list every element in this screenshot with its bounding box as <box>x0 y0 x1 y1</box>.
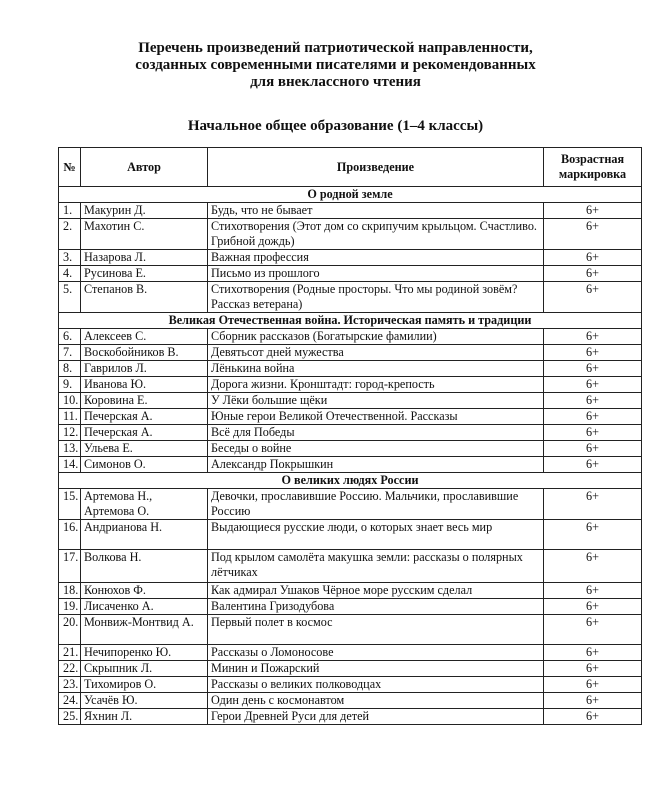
row-author: Печерская А. <box>81 425 208 441</box>
section-title: О родной земле <box>59 187 642 203</box>
document-title <box>0 40 671 91</box>
row-number: 9. <box>59 377 81 393</box>
table-row <box>59 266 642 282</box>
row-author: Андрианова Н. <box>81 520 208 550</box>
works-table <box>58 147 642 725</box>
row-work: Рассказы о великих полководцах <box>208 677 544 693</box>
row-age-rating: 6+ <box>544 583 642 599</box>
row-age-rating: 6+ <box>544 282 642 313</box>
row-work: Будь, что не бывает <box>208 203 544 219</box>
row-work: Сборник рассказов (Богатырские фамилии) <box>208 329 544 345</box>
table-row <box>59 489 642 520</box>
row-work: Стихотворения (Этот дом со скрипучим крыльцом. Счастливо. Грибной дождь) <box>208 219 544 250</box>
row-age-rating: 6+ <box>544 266 642 282</box>
row-number: 22. <box>59 661 81 677</box>
row-work: У Лёки большие щёки <box>208 393 544 409</box>
row-age-rating: 6+ <box>544 709 642 725</box>
row-number: 19. <box>59 599 81 615</box>
row-work: Под крылом самолёта макушка земли: рассказы о полярных лётчиках <box>208 550 544 583</box>
row-work: Один день с космонавтом <box>208 693 544 709</box>
row-work: Дорога жизни. Кронштадт: город-крепость <box>208 377 544 393</box>
row-age-rating: 6+ <box>544 250 642 266</box>
row-author: Назарова Л. <box>81 250 208 266</box>
row-work: Первый полет в космос <box>208 615 544 645</box>
table-row <box>59 599 642 615</box>
row-work: Рассказы о Ломоносове <box>208 645 544 661</box>
row-author: Артемова Н., Артемова О. <box>81 489 208 520</box>
row-author: Печерская А. <box>81 409 208 425</box>
row-age-rating: 6+ <box>544 520 642 550</box>
row-work: Александр Покрышкин <box>208 457 544 473</box>
row-number: 8. <box>59 361 81 377</box>
row-author: Лисаченко А. <box>81 599 208 615</box>
row-number: 1. <box>59 203 81 219</box>
table-row <box>59 550 642 583</box>
row-author: Скрыпник Л. <box>81 661 208 677</box>
table-row <box>59 250 642 266</box>
row-age-rating: 6+ <box>544 457 642 473</box>
row-work: Как адмирал Ушаков Чёрное море русским сделал <box>208 583 544 599</box>
row-author: Нечипоренко Ю. <box>81 645 208 661</box>
table-row <box>59 709 642 725</box>
table-row <box>59 203 642 219</box>
row-age-rating: 6+ <box>544 219 642 250</box>
row-author: Коровина Е. <box>81 393 208 409</box>
row-number: 24. <box>59 693 81 709</box>
section-row <box>59 187 642 203</box>
table-row <box>59 677 642 693</box>
row-author: Усачёв Ю. <box>81 693 208 709</box>
table-row <box>59 361 642 377</box>
row-age-rating: 6+ <box>544 329 642 345</box>
row-work: Письмо из прошлого <box>208 266 544 282</box>
row-number: 11. <box>59 409 81 425</box>
table-row <box>59 441 642 457</box>
row-age-rating: 6+ <box>544 393 642 409</box>
document-subtitle: Начальное общее образование (1–4 классы) <box>187 118 484 134</box>
row-author: Конюхов Ф. <box>81 583 208 599</box>
row-age-rating: 6+ <box>544 645 642 661</box>
row-age-rating: 6+ <box>544 599 642 615</box>
table-row <box>59 409 642 425</box>
row-age-rating: 6+ <box>544 615 642 645</box>
row-age-rating: 6+ <box>544 441 642 457</box>
row-work: Валентина Гризодубова <box>208 599 544 615</box>
row-number: 16. <box>59 520 81 550</box>
table-row <box>59 345 642 361</box>
table-row <box>59 377 642 393</box>
row-number: 25. <box>59 709 81 725</box>
section-title: Великая Отечественная война. Историческая память и традиции <box>59 313 642 329</box>
header-age <box>544 148 642 187</box>
row-number: 3. <box>59 250 81 266</box>
title-line: Перечень произведений патриотической направленности, <box>138 40 533 56</box>
table-row <box>59 393 642 409</box>
row-author: Степанов В. <box>81 282 208 313</box>
row-work: Минин и Пожарский <box>208 661 544 677</box>
row-number: 2. <box>59 219 81 250</box>
row-age-rating: 6+ <box>544 361 642 377</box>
table-row <box>59 661 642 677</box>
row-number: 13. <box>59 441 81 457</box>
table-header-row <box>59 148 642 187</box>
row-age-rating: 6+ <box>544 425 642 441</box>
row-author: Русинова Е. <box>81 266 208 282</box>
row-author: Монвиж-Монтвид А. <box>81 615 208 645</box>
row-age-rating: 6+ <box>544 377 642 393</box>
table-row <box>59 329 642 345</box>
section-title: О великих людях России <box>59 473 642 489</box>
table-row <box>59 693 642 709</box>
section-row <box>59 473 642 489</box>
header-author: Автор <box>81 148 208 187</box>
row-work: Девочки, прославившие Россию. Мальчики, прославившие Россию <box>208 489 544 520</box>
row-author: Махотин С. <box>81 219 208 250</box>
table-row <box>59 425 642 441</box>
row-age-rating: 6+ <box>544 693 642 709</box>
title-line: созданных современными писателями и рекомендованных <box>135 57 536 73</box>
table-row <box>59 615 642 645</box>
row-number: 14. <box>59 457 81 473</box>
row-number: 5. <box>59 282 81 313</box>
row-age-rating: 6+ <box>544 345 642 361</box>
row-number: 4. <box>59 266 81 282</box>
row-number: 20. <box>59 615 81 645</box>
row-number: 15. <box>59 489 81 520</box>
row-age-rating: 6+ <box>544 409 642 425</box>
row-work: Важная профессия <box>208 250 544 266</box>
row-author: Макурин Д. <box>81 203 208 219</box>
row-age-rating: 6+ <box>544 550 642 583</box>
title-line: для внеклассного чтения <box>250 74 421 90</box>
row-author: Алексеев С. <box>81 329 208 345</box>
row-age-rating: 6+ <box>544 203 642 219</box>
row-author: Симонов О. <box>81 457 208 473</box>
row-work: Юные герои Великой Отечественной. Рассказы <box>208 409 544 425</box>
row-work: Девятьсот дней мужества <box>208 345 544 361</box>
table-row <box>59 219 642 250</box>
row-work: Герои Древней Руси для детей <box>208 709 544 725</box>
section-row <box>59 313 642 329</box>
header-age-line: Возрастная <box>560 152 625 166</box>
row-author: Иванова Ю. <box>81 377 208 393</box>
row-number: 10. <box>59 393 81 409</box>
table-row <box>59 457 642 473</box>
table-body <box>59 187 642 725</box>
header-age-line: маркировка <box>558 167 627 181</box>
table-row <box>59 282 642 313</box>
row-work: Стихотворения (Родные просторы. Что мы родиной зовём? Рассказ ветерана) <box>208 282 544 313</box>
row-author: Гаврилов Л. <box>81 361 208 377</box>
row-age-rating: 6+ <box>544 661 642 677</box>
row-author: Яхнин Л. <box>81 709 208 725</box>
row-work: Беседы о войне <box>208 441 544 457</box>
row-work: Выдающиеся русские люди, о которых знает весь мир <box>208 520 544 550</box>
row-number: 18. <box>59 583 81 599</box>
row-age-rating: 6+ <box>544 489 642 520</box>
header-num: № <box>59 148 81 187</box>
row-work: Лёнькина война <box>208 361 544 377</box>
row-work: Всё для Победы <box>208 425 544 441</box>
row-author: Воскобойников В. <box>81 345 208 361</box>
row-number: 12. <box>59 425 81 441</box>
table-row <box>59 520 642 550</box>
row-number: 21. <box>59 645 81 661</box>
row-number: 23. <box>59 677 81 693</box>
row-author: Ульева Е. <box>81 441 208 457</box>
row-age-rating: 6+ <box>544 677 642 693</box>
row-number: 6. <box>59 329 81 345</box>
row-author: Тихомиров О. <box>81 677 208 693</box>
table-row <box>59 583 642 599</box>
header-work: Произведение <box>208 148 544 187</box>
table-row <box>59 645 642 661</box>
row-number: 17. <box>59 550 81 583</box>
row-author: Волкова Н. <box>81 550 208 583</box>
row-number: 7. <box>59 345 81 361</box>
